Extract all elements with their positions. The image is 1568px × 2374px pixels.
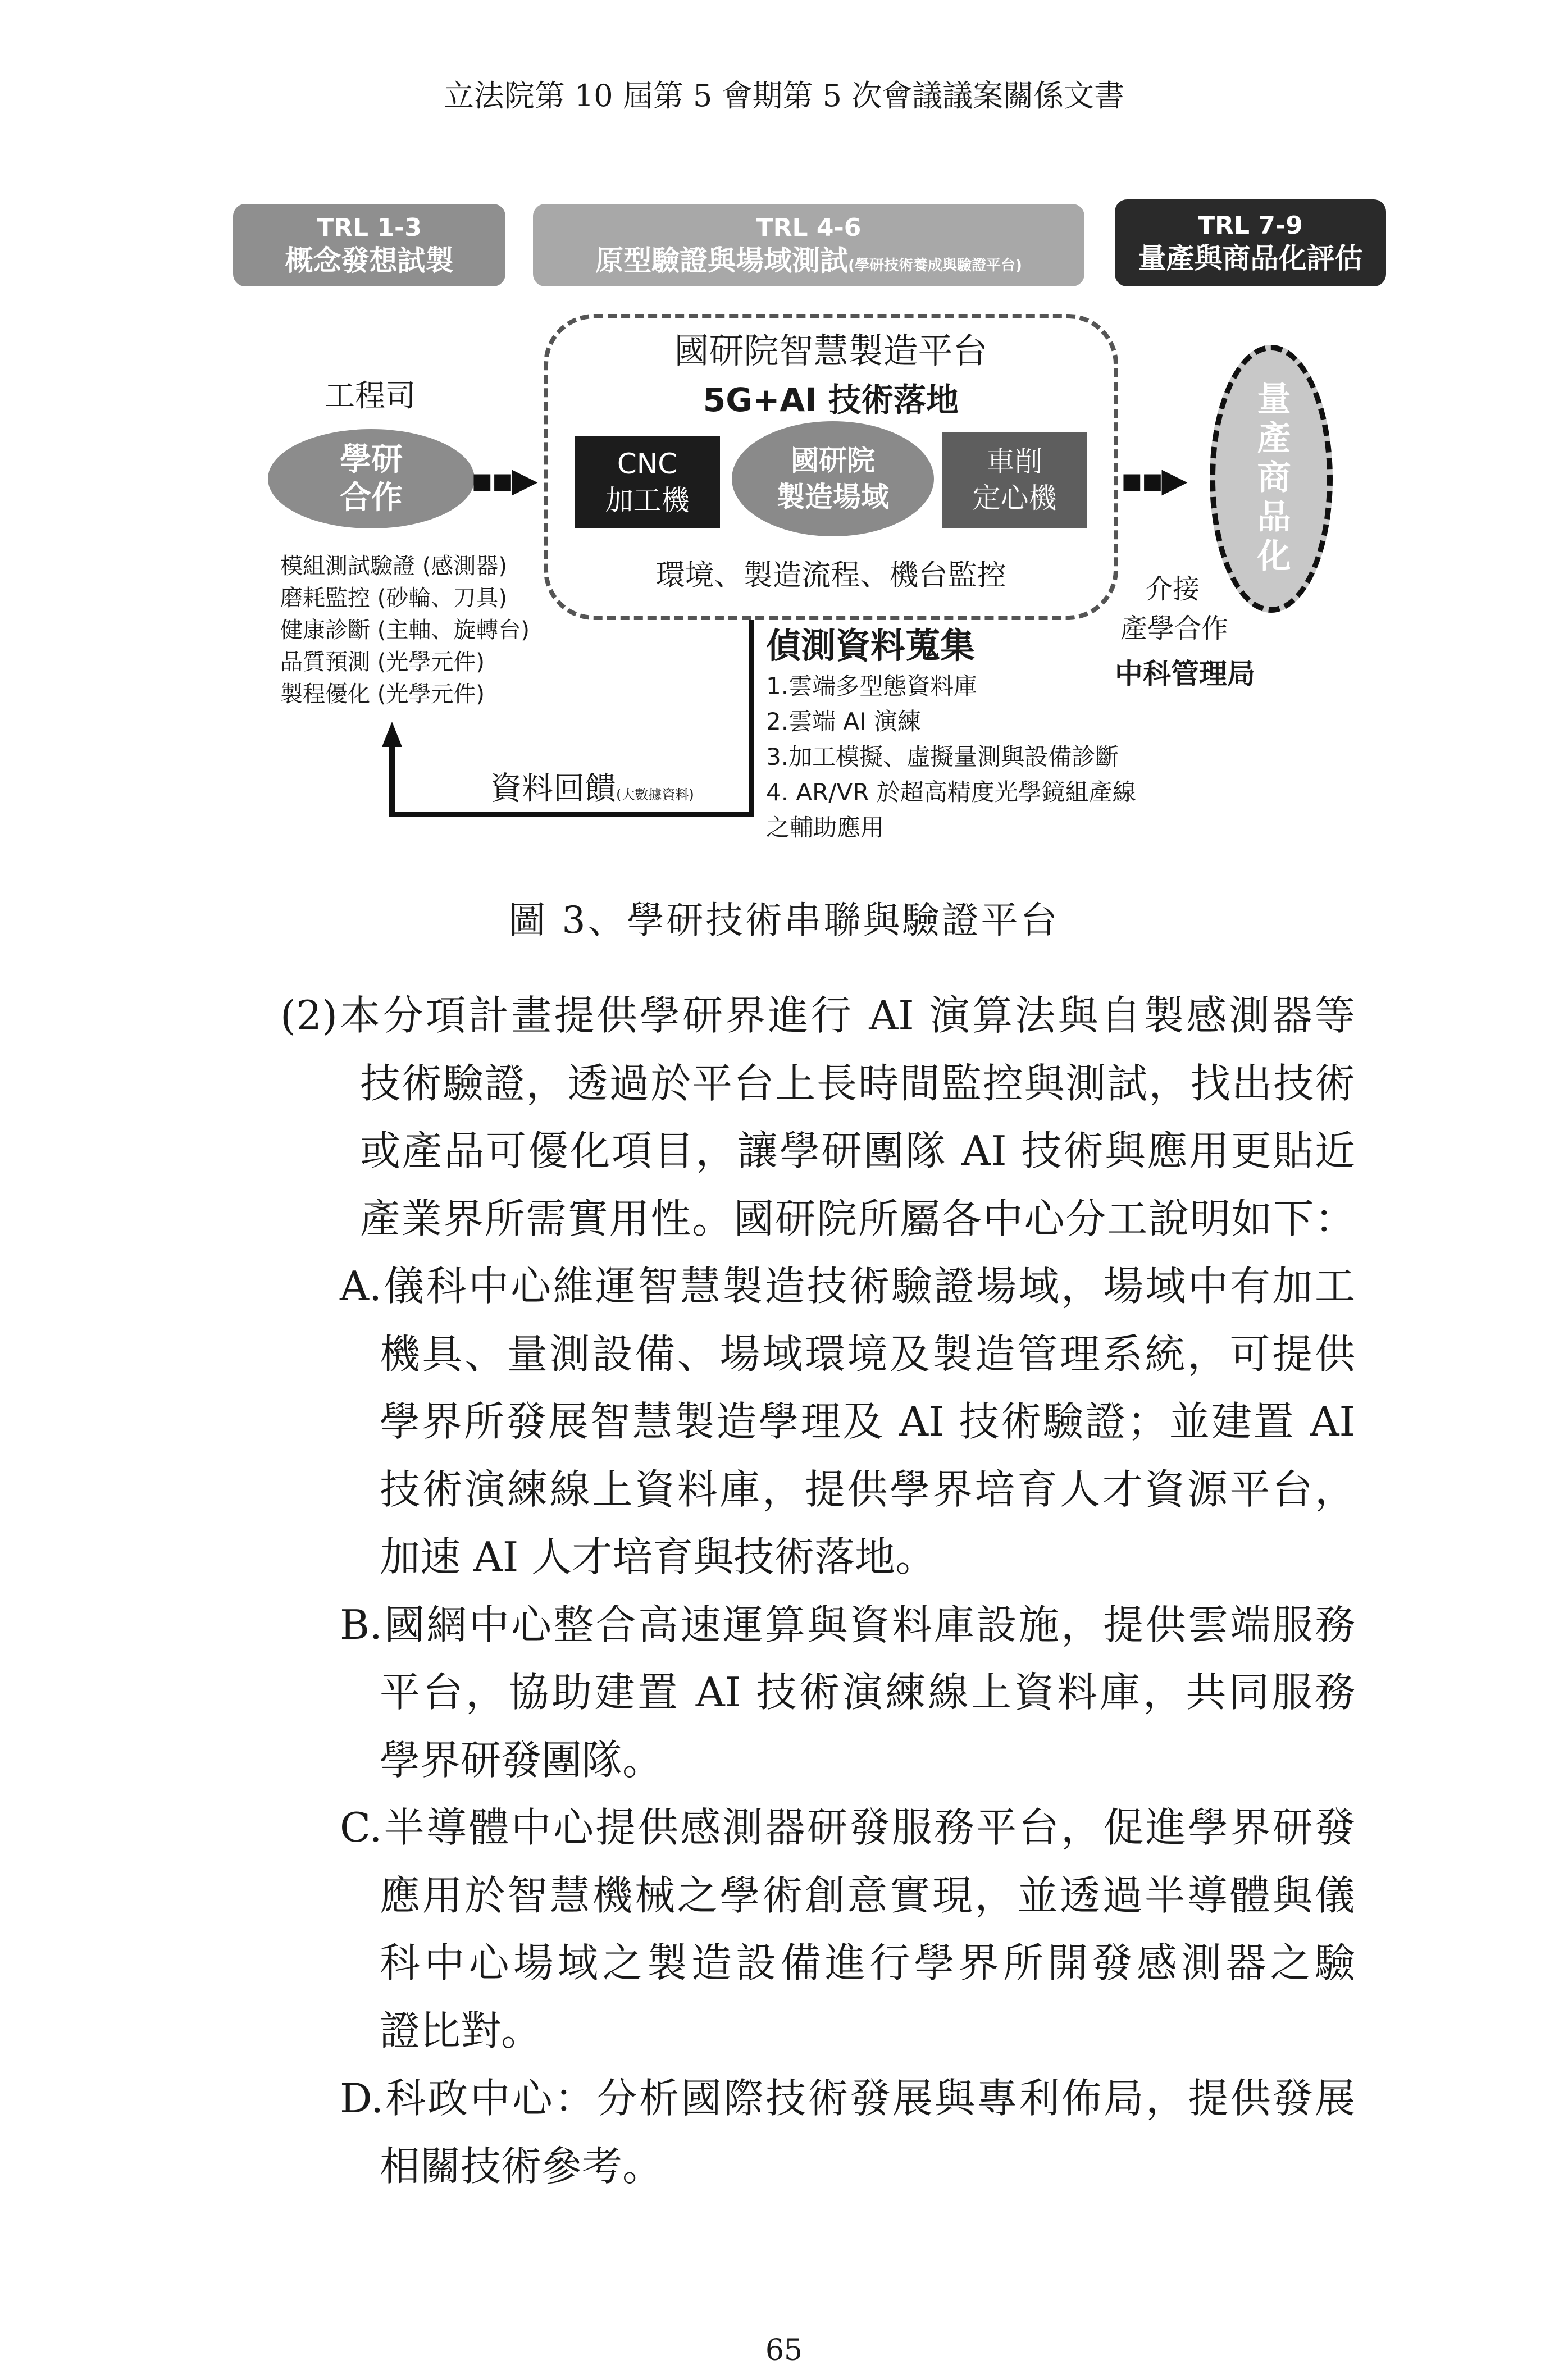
feedback-label: 資料回饋 bbox=[490, 771, 616, 807]
trl-label: 原型驗證與場域測試 bbox=[595, 244, 849, 277]
ellipse-text: 量產商品化 bbox=[1251, 380, 1291, 577]
trl-label: 概念發想試製 bbox=[285, 244, 454, 277]
body-line: D.科政中心：分析國際技術發展與專利佈局，提供發展 bbox=[340, 2075, 1355, 2122]
body-line: 加速 AI 人才培育與技術落地。 bbox=[380, 1533, 936, 1580]
body-line: B.國網中心整合高速運算與資料庫設施，提供雲端服務 bbox=[340, 1601, 1355, 1648]
ellipse-line: 學研 bbox=[340, 441, 403, 479]
monitor-text: 環境、製造流程、機台監控 bbox=[655, 559, 1006, 593]
trl-label: 量產與商品化評估 bbox=[1138, 241, 1363, 275]
arrow-right-icon: ▪▪▶ bbox=[471, 461, 536, 500]
body-line: C.半導體中心提供感測器研發服務平台，促進學界研發 bbox=[340, 1804, 1355, 1851]
trl-note: (學研技術養成與驗證平台) bbox=[848, 257, 1022, 274]
page-number: 65 bbox=[765, 2334, 803, 2367]
ellipse-line: 合作 bbox=[340, 479, 403, 516]
body-line: 平台，協助建置 AI 技術演練線上資料庫，共同服務 bbox=[380, 1669, 1355, 1716]
feedback-note: (大數據資料) bbox=[616, 787, 694, 803]
box-line: 加工機 bbox=[605, 484, 690, 517]
box-line: CNC bbox=[617, 448, 678, 480]
list-item: 1.雲端多型態資料庫 bbox=[766, 672, 978, 700]
list-item: 品質預測 (光學元件) bbox=[280, 649, 485, 675]
body-line: 學界所發展智慧製造學理及 AI 技術驗證；並建置 AI bbox=[380, 1398, 1355, 1445]
body-line: 學界研發團隊。 bbox=[380, 1736, 663, 1784]
arrow-up-icon bbox=[382, 722, 402, 747]
body-line: 技術演練線上資料庫，提供學界培育人才資源平台， bbox=[380, 1465, 1355, 1513]
body-line: 相關技術參考。 bbox=[380, 2142, 663, 2190]
ellipse-line: 國研院 bbox=[791, 444, 875, 477]
body-line: 科中心場域之製造設備進行學界所開發感測器之驗 bbox=[380, 1939, 1355, 1986]
box-line: 車削 bbox=[986, 445, 1043, 478]
body-line: 技術驗證，透過於平台上長時間監控與測試，找出技術 bbox=[360, 1059, 1355, 1107]
body-line: 證比對。 bbox=[380, 2007, 542, 2054]
body-line: 應用於智慧機械之學術創意實現，並透過半導體與儀 bbox=[380, 1871, 1355, 1919]
trl-level: TRL 4-6 bbox=[756, 213, 862, 242]
list-item: 3.加工模擬、虛擬量測與設備診斷 bbox=[766, 743, 1119, 771]
list-item: 健康診斷 (主軸、旋轉台) bbox=[280, 617, 530, 643]
body-line: 或產品可優化項目，讓學研團隊 AI 技術與應用更貼近 bbox=[360, 1127, 1355, 1174]
ellipse-line: 製造場域 bbox=[777, 480, 889, 513]
platform-subtitle: 5G+AI 技術落地 bbox=[703, 381, 959, 419]
industry-academia-label: 產學合作 bbox=[1120, 613, 1229, 644]
list-item: 之輔助應用 bbox=[766, 814, 885, 841]
left-org: 工程司 bbox=[325, 378, 416, 413]
body-line: 產業界所需實用性。國研院所屬各中心分工說明如下： bbox=[360, 1195, 1355, 1242]
list-item: 2.雲端 AI 演練 bbox=[766, 708, 921, 735]
right-org: 中科管理局 bbox=[1115, 658, 1255, 690]
list-item: 磨耗監控 (砂輪、刀具) bbox=[280, 585, 507, 611]
body-line: A.儀科中心維運智慧製造技術驗證場域，場域中有加工 bbox=[340, 1263, 1355, 1310]
platform-title: 國研院智慧製造平台 bbox=[674, 330, 988, 371]
list-item: 模組測試驗證 (感測器) bbox=[280, 553, 507, 579]
box-line: 定心機 bbox=[972, 482, 1057, 514]
collect-title: 偵測資料蒐集 bbox=[766, 625, 976, 666]
feedback-label-wrap bbox=[490, 764, 694, 809]
figure-caption: 圖 3、學研技術串聯與驗證平台 bbox=[508, 899, 1060, 942]
body-line: 機具、量測設備、場域環境及製造管理系統，可提供 bbox=[380, 1330, 1355, 1378]
list-item: 4. AR/VR 於超高精度光學鏡組產線 bbox=[766, 778, 1136, 806]
arrow-right-icon: ▪▪▶ bbox=[1120, 461, 1186, 500]
list-item: 製程優化 (光學元件) bbox=[280, 681, 485, 707]
document-header: 立法院第 10 屆第 5 會期第 5 次會議議案關係文書 bbox=[443, 78, 1125, 113]
feedback-arrow bbox=[0, 0, 1568, 842]
trl-level: TRL 7-9 bbox=[1198, 211, 1303, 240]
trl-level: TRL 1-3 bbox=[317, 213, 422, 242]
interface-label: 介接 bbox=[1146, 573, 1200, 605]
body-line: (2)本分項計畫提供學研界進行 AI 演算法與自製感測器等 bbox=[280, 992, 1355, 1039]
